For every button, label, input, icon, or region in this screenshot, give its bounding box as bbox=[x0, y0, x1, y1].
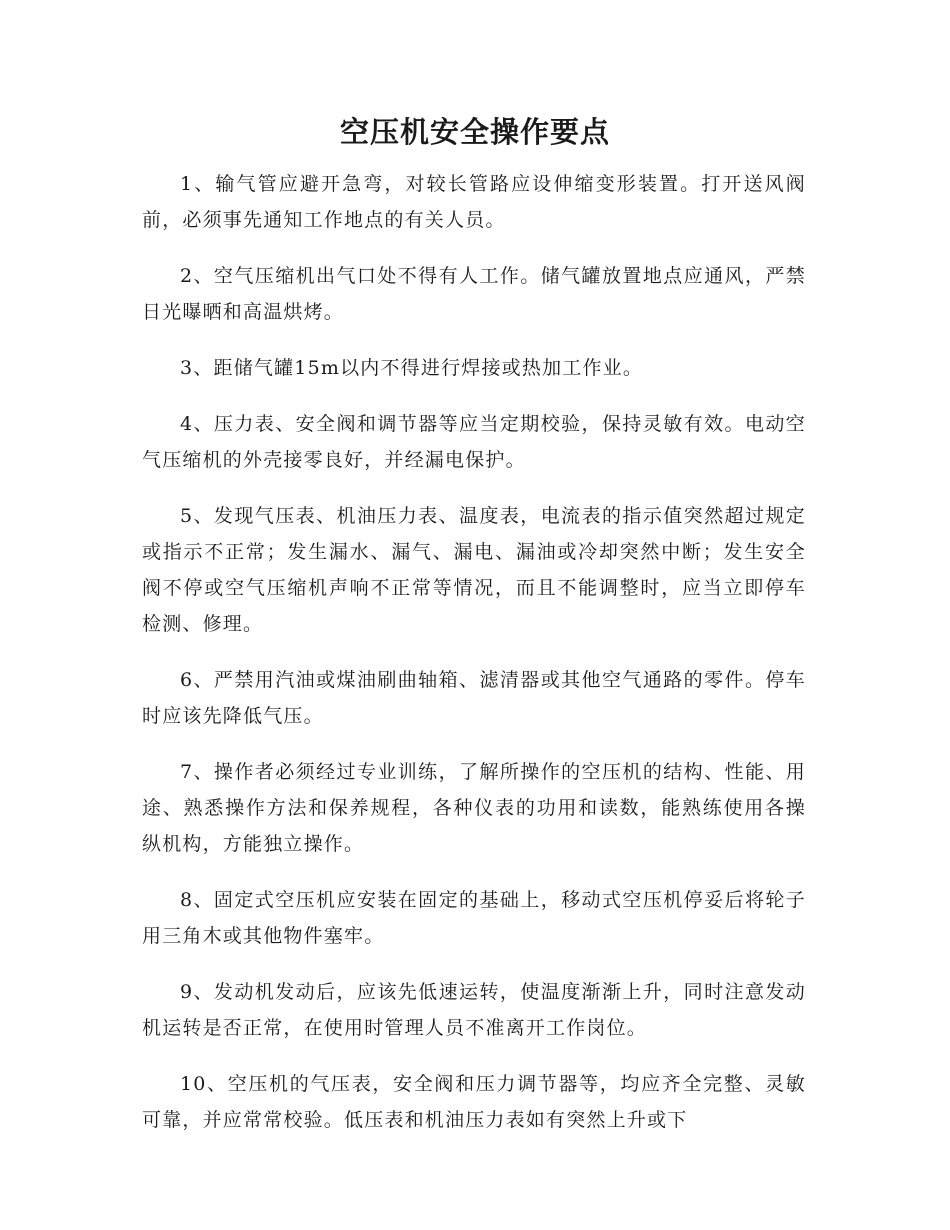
paragraph-3: 3、距储气罐15m以内不得进行焊接或热加工作业。 bbox=[180, 357, 644, 379]
paragraph-9: 9、发动机发动后，应该先低速运转，使温度渐渐上升，同时注意发动机运转是否正常，在使用时管理人员不准离开工作岗位。 bbox=[142, 981, 806, 1039]
paragraph-5: 5、发现气压表、机油压力表、温度表，电流表的指示值突然超过规定或指示不正常；发生漏水、漏气、漏电、漏油或冷却突然中断；发生安全阀不停或空气压缩机声响不正常等情况，而且不能调整时，应当立即停车检测、修理。 bbox=[142, 505, 806, 635]
paragraph-6: 6、严禁用汽油或煤油刷曲轴箱、滤清器或其他空气通路的零件。停车时应该先降低气压。 bbox=[142, 669, 806, 727]
paragraph-10: 10、空压机的气压表，安全阀和压力调节器等，均应齐全完整、灵敏可靠，并应常常校验。低压表和机油压力表如有突然上升或下 bbox=[142, 1073, 806, 1131]
paragraph-1: 1、输气管应避开急弯，对较长管路应设伸缩变形装置。打开送风阀前，必须事先通知工作地点的有关人员。 bbox=[142, 173, 806, 231]
document-title: 空压机安全操作要点 bbox=[339, 115, 610, 149]
paragraph-7: 7、操作者必须经过专业训练，了解所操作的空压机的结构、性能、用途、熟悉操作方法和保养规程，各种仪表的功用和读数，能熟练使用各操纵机构，方能独立操作。 bbox=[142, 761, 806, 855]
paragraph-2: 2、空气压缩机出气口处不得有人工作。储气罐放置地点应通风，严禁日光曝晒和高温烘烤。 bbox=[142, 265, 806, 323]
paragraph-8: 8、固定式空压机应安装在固定的基础上，移动式空压机停妥后将轮子用三角木或其他物件塞牢。 bbox=[142, 889, 806, 947]
paragraph-4: 4、压力表、安全阀和调节器等应当定期校验，保持灵敏有效。电动空气压缩机的外壳接零良好，并经漏电保护。 bbox=[142, 413, 806, 471]
document-body bbox=[142, 166, 806, 1158]
